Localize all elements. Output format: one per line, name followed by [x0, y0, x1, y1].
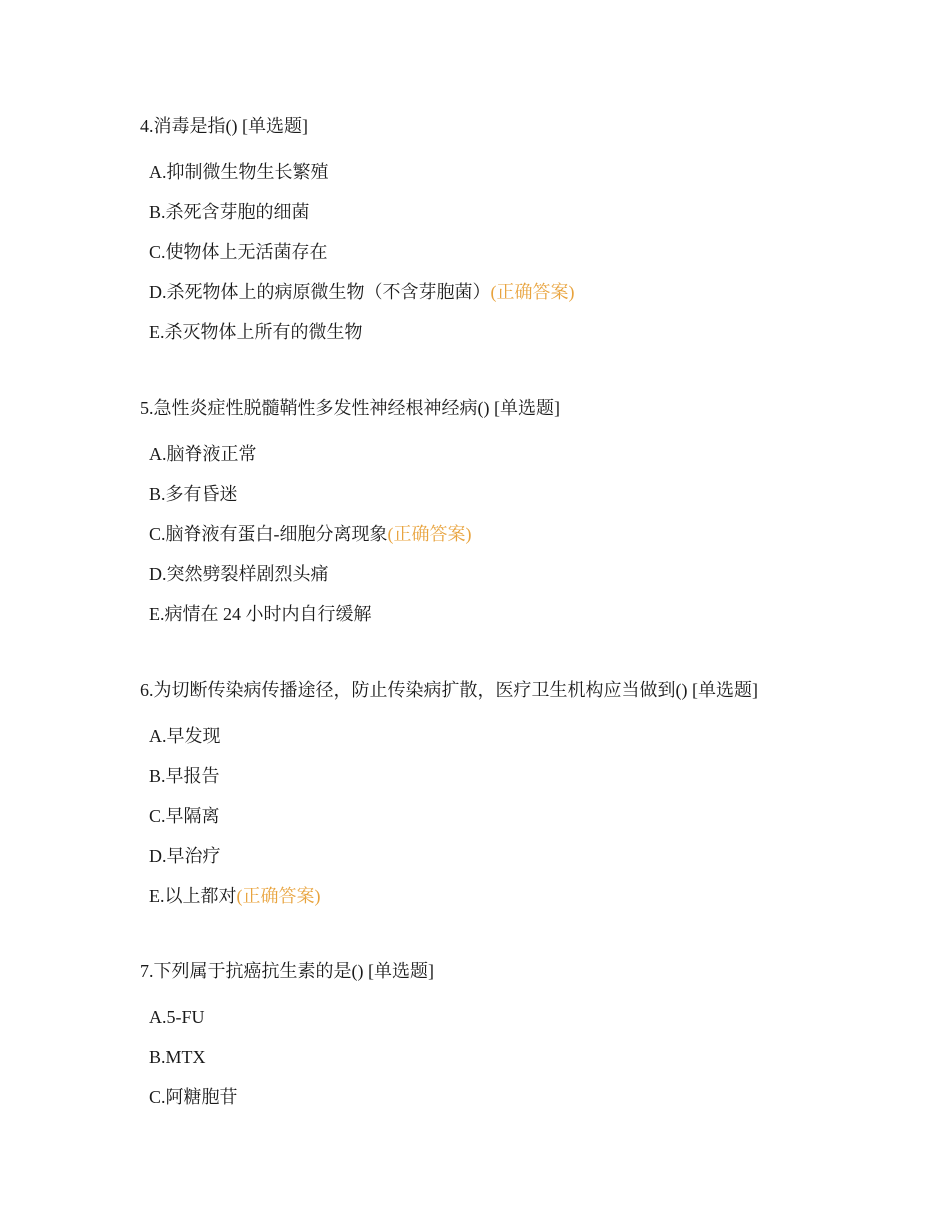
option-text: C.早隔离: [149, 806, 220, 826]
option-d: [149, 844, 920, 884]
question-title: 7.下列属于抗癌抗生素的是() [单选题]: [140, 961, 434, 981]
option-c: [149, 1085, 920, 1125]
correct-answer-tag: (正确答案): [387, 524, 472, 544]
option-text: B.早报告: [149, 766, 220, 786]
option-b: [149, 764, 920, 804]
option-b: [149, 482, 920, 522]
question-title: 5.急性炎症性脱髓鞘性多发性神经根神经病() [单选题]: [140, 398, 560, 418]
option-d: [149, 562, 920, 602]
option-b: [149, 1045, 920, 1085]
option-text: C.脑脊液有蛋白-细胞分离现象: [149, 524, 388, 544]
question-title: 6.为切断传染病传播途径，防止传染病扩散，医疗卫生机构应当做到() [单选题]: [140, 680, 758, 700]
option-text: D.突然劈裂样剧烈头痛: [149, 564, 329, 584]
option-c: [149, 522, 920, 562]
question-5: [140, 396, 920, 642]
option-c: [149, 240, 920, 280]
option-text: A.早发现: [149, 726, 221, 746]
option-list: [140, 160, 920, 360]
option-c: [149, 804, 920, 844]
option-a: [149, 160, 920, 200]
option-b: [149, 200, 920, 240]
option-list: [140, 1005, 920, 1125]
option-text: A.5-FU: [149, 1007, 205, 1027]
option-text: E.杀灭物体上所有的微生物: [149, 322, 363, 342]
option-a: [149, 724, 920, 764]
question-title: 4.消毒是指() [单选题]: [140, 116, 308, 136]
option-list: [140, 442, 920, 642]
option-text: D.早治疗: [149, 846, 221, 866]
option-text: B.MTX: [149, 1047, 206, 1067]
option-text: A.脑脊液正常: [149, 444, 257, 464]
option-e: [149, 602, 920, 642]
question-6: [140, 678, 920, 924]
option-text: B.杀死含芽胞的细菌: [149, 202, 310, 222]
option-text: C.阿糖胞苷: [149, 1087, 238, 1107]
option-text: E.病情在 24 小时内自行缓解: [149, 604, 372, 624]
option-e: [149, 884, 920, 924]
correct-answer-tag: (正确答案): [236, 886, 321, 906]
option-text: C.使物体上无活菌存在: [149, 242, 328, 262]
question-7: [140, 959, 920, 1125]
option-text: B.多有昏迷: [149, 484, 238, 504]
option-text: A.抑制微生物生长繁殖: [149, 162, 329, 182]
question-4: [140, 114, 920, 360]
correct-answer-tag: (正确答案): [490, 282, 575, 302]
option-text: D.杀死物体上的病原微生物（不含芽胞菌）: [149, 282, 491, 302]
option-text: E.以上都对: [149, 886, 237, 906]
option-e: [149, 320, 920, 360]
option-d: [149, 280, 920, 320]
option-list: [140, 724, 920, 924]
option-a: [149, 1005, 920, 1045]
option-a: [149, 442, 920, 482]
